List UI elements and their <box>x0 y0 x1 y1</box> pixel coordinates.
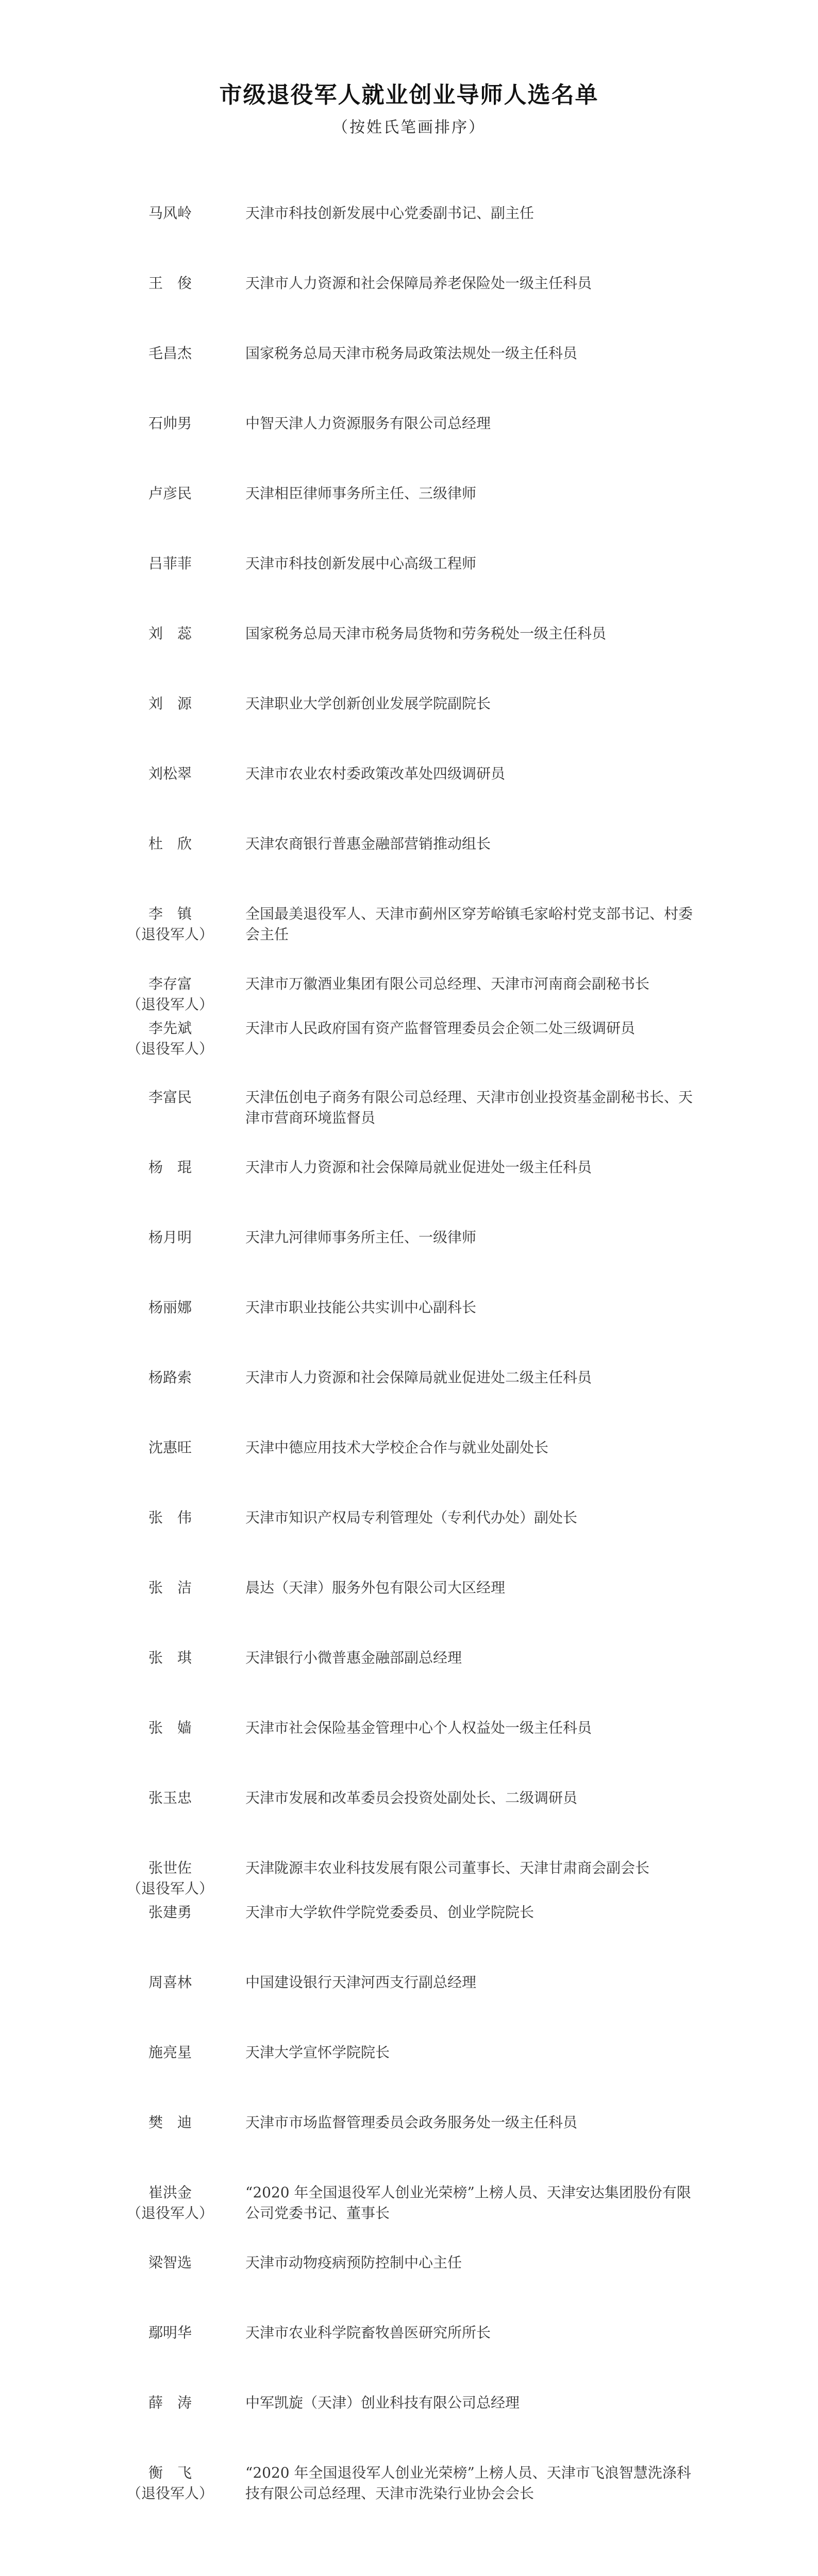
mentor-name: 薛 涛 <box>148 2394 192 2411</box>
mentor-name-cell <box>119 2252 222 2273</box>
mentor-position: 天津市动物疫病预防控制中心主任 <box>245 2254 462 2271</box>
mentor-name: 刘 蕊 <box>148 625 192 642</box>
mentor-name-cell <box>119 2112 222 2133</box>
mentor-name: 杨 琨 <box>148 1159 192 1176</box>
mentor-name: 崔洪金 <box>148 2184 192 2201</box>
mentor-position: 天津九河律师事务所主任、一级律师 <box>245 1229 477 1246</box>
mentor-position: 国家税务总局天津市税务局政策法规处一级主任科员 <box>245 345 578 362</box>
mentor-name-cell <box>119 1972 222 1993</box>
mentor-name: 周喜林 <box>148 1974 192 1991</box>
mentor-name: 王 俊 <box>148 275 192 292</box>
mentor-name: 杜 欣 <box>148 835 192 852</box>
mentor-position: 天津市农业科学院畜牧兽医研究所所长 <box>245 2324 491 2341</box>
mentor-position: 天津市人力资源和社会保障局养老保险处一级主任科员 <box>245 275 592 292</box>
mentor-position: 天津市科技创新发展中心高级工程师 <box>245 555 477 572</box>
veteran-tag: （退役军人） <box>126 996 213 1013</box>
mentor-name: 杨月明 <box>148 1229 192 1246</box>
mentor-name-cell <box>119 834 222 854</box>
mentor-name-cell <box>119 1437 222 1458</box>
mentor-position: 天津农商银行普惠金融部营销推动组长 <box>245 835 491 852</box>
mentor-name-cell <box>119 2463 222 2504</box>
mentor-name: 张 伟 <box>148 1509 192 1526</box>
mentor-position: 天津市人力资源和社会保障局就业促进处一级主任科员 <box>245 1159 592 1176</box>
mentor-name-cell <box>119 1858 222 1899</box>
mentor-position: 天津市发展和改革委员会投资处副处长、二级调研员 <box>245 1789 578 1806</box>
mentor-position: 中国建设银行天津河西支行副总经理 <box>245 1974 477 1991</box>
mentor-position: 中智天津人力资源服务有限公司总经理 <box>245 415 491 432</box>
mentor-name: 毛昌杰 <box>148 345 192 362</box>
mentor-name: 张玉忠 <box>148 1789 192 1806</box>
mentor-name-cell <box>119 1087 222 1108</box>
mentor-name-cell <box>119 1157 222 1178</box>
mentor-name-cell <box>119 2042 222 2063</box>
page-title: 市级退役军人就业创业导师人选名单 <box>219 82 599 108</box>
mentor-name-cell <box>119 693 222 714</box>
mentor-name-cell <box>119 1788 222 1808</box>
mentor-position: 天津市人力资源和社会保障局就业促进处二级主任科员 <box>245 1369 592 1386</box>
mentor-position: 天津相臣律师事务所主任、三级律师 <box>245 485 477 502</box>
mentor-name-cell <box>119 764 222 784</box>
mentor-name-cell <box>119 483 222 504</box>
mentor-name: 张 嫱 <box>148 1719 192 1736</box>
veteran-tag: （退役军人） <box>126 2205 213 2222</box>
mentor-name-cell <box>119 1018 222 1059</box>
mentor-name: 刘松翠 <box>148 765 192 782</box>
mentor-position: “2020 年全国退役军人创业光荣榜”上榜人员、天津安达集团股份有限公司党委书记、董事长 <box>245 2184 691 2222</box>
mentor-name-cell <box>119 553 222 574</box>
veteran-tag: （退役军人） <box>126 1880 213 1897</box>
mentor-position: 天津中德应用技术大学校企合作与就业处副处长 <box>245 1439 549 1456</box>
mentor-position: “2020 年全国退役军人创业光荣榜”上榜人员、天津市飞浪智慧洗涤科技有限公司总经理、天津市洗染行业协会会长 <box>245 2464 691 2502</box>
mentor-position: 天津银行小微普惠金融部副总经理 <box>245 1649 462 1666</box>
mentor-position: 天津市人民政府国有资产监督管理委员会企领二处三级调研员 <box>245 1020 636 1037</box>
mentor-position: 天津大学宣怀学院院长 <box>245 2044 390 2061</box>
mentor-name-cell <box>119 2323 222 2343</box>
mentor-name: 马风岭 <box>148 205 192 222</box>
mentor-name: 衡 飞 <box>148 2464 192 2481</box>
mentor-name-cell <box>119 273 222 294</box>
mentor-name-cell <box>119 2393 222 2413</box>
mentor-name-cell <box>119 1507 222 1528</box>
mentor-name: 杨路索 <box>148 1369 192 1386</box>
mentor-name: 刘 源 <box>148 695 192 712</box>
mentor-name-cell <box>119 623 222 644</box>
mentor-name-cell <box>119 904 222 945</box>
mentor-name-cell <box>119 1227 222 1248</box>
mentor-name: 李富民 <box>148 1089 192 1106</box>
mentor-name: 梁智选 <box>148 2254 192 2271</box>
mentor-name: 石帅男 <box>148 415 192 432</box>
mentor-name: 吕菲菲 <box>148 555 192 572</box>
mentor-position: 国家税务总局天津市税务局货物和劳务税处一级主任科员 <box>245 625 607 642</box>
mentor-position: 天津市职业技能公共实训中心副科长 <box>245 1299 477 1316</box>
mentor-position: 天津市大学软件学院党委委员、创业学院院长 <box>245 1904 535 1921</box>
mentor-name: 卢彦民 <box>148 485 192 502</box>
mentor-position: 天津市农业农村委政策改革处四级调研员 <box>245 765 506 782</box>
mentor-position: 天津市万徽酒业集团有限公司总经理、天津市河南商会副秘书长 <box>245 975 650 992</box>
mentor-name-cell <box>119 1648 222 1668</box>
mentor-position: 晨达（天津）服务外包有限公司大区经理 <box>245 1579 506 1596</box>
mentor-name-cell <box>119 1902 222 1923</box>
mentor-position: 天津市知识产权局专利管理处（专利代办处）副处长 <box>245 1509 578 1526</box>
mentor-name-cell <box>119 343 222 364</box>
mentor-name-cell <box>119 2182 222 2224</box>
mentor-name-cell <box>119 203 222 224</box>
mentor-name-cell <box>119 1367 222 1388</box>
veteran-tag: （退役军人） <box>126 1040 213 1057</box>
mentor-position: 天津市科技创新发展中心党委副书记、副主任 <box>245 205 535 222</box>
mentor-name-cell <box>119 413 222 434</box>
mentor-name-cell <box>119 1718 222 1738</box>
mentor-name: 李先斌 <box>148 1020 192 1037</box>
mentor-name-cell <box>119 1297 222 1318</box>
mentor-name: 施亮星 <box>148 2044 192 2061</box>
mentor-name: 张 琪 <box>148 1649 192 1666</box>
mentor-name: 张世佐 <box>148 1859 192 1876</box>
page-subtitle: （按姓氏笔画排序） <box>332 118 486 137</box>
veteran-tag: （退役军人） <box>126 926 213 943</box>
mentor-name: 李存富 <box>148 975 192 992</box>
mentor-name: 张 洁 <box>148 1579 192 1596</box>
mentor-position: 中军凯旋（天津）创业科技有限公司总经理 <box>245 2394 520 2411</box>
mentor-name: 杨丽娜 <box>148 1299 192 1316</box>
mentor-position: 天津陇源丰农业科技发展有限公司董事长、天津甘肃商会副会长 <box>245 1859 650 1876</box>
mentor-name-cell <box>119 1578 222 1598</box>
mentor-position: 天津市市场监督管理委员会政务服务处一级主任科员 <box>245 2114 578 2131</box>
mentor-position: 全国最美退役军人、天津市蓟州区穿芳峪镇毛家峪村党支部书记、村委会主任 <box>245 905 693 943</box>
veteran-tag: （退役军人） <box>126 2485 213 2502</box>
mentor-position: 天津市社会保险基金管理中心个人权益处一级主任科员 <box>245 1719 592 1736</box>
mentor-name: 鄢明华 <box>148 2324 192 2341</box>
mentor-name: 张建勇 <box>148 1904 192 1921</box>
mentor-name-cell <box>119 974 222 1015</box>
mentor-position: 天津伍创电子商务有限公司总经理、天津市创业投资基金副秘书长、天津市营商环境监督员 <box>245 1089 693 1126</box>
mentor-position: 天津职业大学创新创业发展学院副院长 <box>245 695 491 712</box>
mentor-name: 沈惠旺 <box>148 1439 192 1456</box>
mentor-name: 樊 迪 <box>148 2114 192 2131</box>
mentor-name: 李 镇 <box>148 905 192 922</box>
